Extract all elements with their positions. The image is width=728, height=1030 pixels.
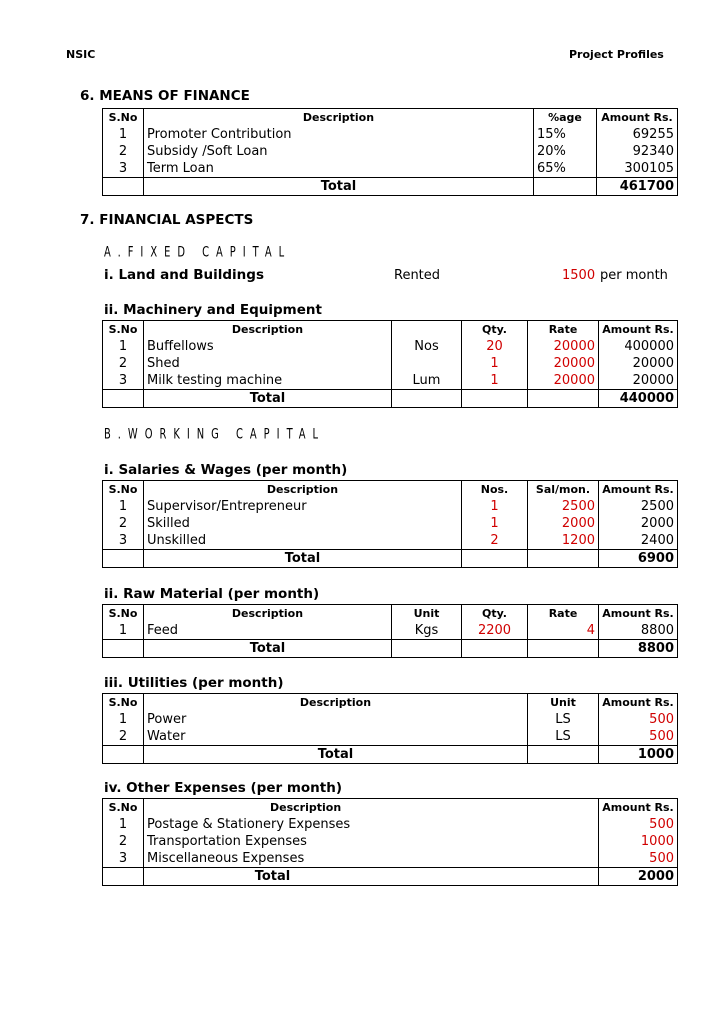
table-header-row — [103, 321, 678, 339]
col-nos: Nos. — [462, 481, 528, 499]
col-description: Description — [144, 694, 528, 712]
table-row — [103, 711, 678, 728]
cell-sno: 2 — [103, 728, 144, 746]
header-left: NSIC — [66, 48, 96, 61]
cell-percentage: 20% — [534, 143, 597, 160]
cell-amount: 2500 — [599, 498, 678, 515]
cell-sno: 1 — [103, 711, 144, 728]
cell-salary: 2000 — [528, 515, 599, 532]
cell-empty — [103, 746, 144, 764]
col-description: Description — [144, 481, 462, 499]
table-row — [103, 532, 678, 550]
total-label-text: Total — [254, 869, 291, 884]
total-label: Total — [144, 550, 462, 568]
cell-sno: 3 — [103, 532, 144, 550]
cell-empty — [392, 640, 462, 658]
total-amount: 440000 — [599, 390, 678, 408]
cell-description: Skilled — [144, 515, 462, 532]
table-header-row — [103, 109, 678, 127]
col-qty: Qty. — [462, 605, 528, 623]
cell-description: Shed — [144, 355, 392, 372]
cell-salary: 1200 — [528, 532, 599, 550]
col-sno: S.No — [103, 321, 144, 339]
cell-sno: 3 — [103, 160, 144, 178]
table-row — [103, 728, 678, 746]
cell-percentage: 65% — [534, 160, 597, 178]
table-header-row — [103, 799, 678, 817]
cell-sno: 1 — [103, 816, 144, 833]
cell-qty: 20 — [462, 338, 528, 355]
cell-amount: 20000 — [599, 372, 678, 390]
raw-material-heading: ii. Raw Material (per month) — [104, 586, 320, 602]
total-label: Total — [144, 640, 392, 658]
table-row — [103, 515, 678, 532]
table-row — [103, 338, 678, 355]
table-header-row — [103, 694, 678, 712]
total-amount: 461700 — [597, 178, 678, 196]
cell-rate: 20000 — [528, 355, 599, 372]
cell-empty — [528, 640, 599, 658]
total-label: Total — [144, 178, 534, 196]
cell-empty — [534, 178, 597, 196]
cell-description: Transportation Expenses — [144, 833, 599, 850]
total-label: Total — [144, 390, 392, 408]
col-qty: Qty. — [462, 321, 528, 339]
cell-qty: 2200 — [462, 622, 528, 640]
col-description: Description — [144, 799, 599, 817]
col-unit: Unit — [528, 694, 599, 712]
land-buildings-label: i. Land and Buildings — [104, 267, 264, 283]
table-row — [103, 372, 678, 390]
cell-description: Power — [144, 711, 528, 728]
col-amount: Amount Rs. — [597, 109, 678, 127]
machinery-table — [102, 320, 678, 408]
cell-description: Subsidy /Soft Loan — [144, 143, 534, 160]
cell-amount: 2400 — [599, 532, 678, 550]
col-description: Description — [144, 109, 534, 127]
col-unit — [392, 321, 462, 339]
cell-empty — [103, 390, 144, 408]
total-row — [103, 550, 678, 568]
table-row — [103, 850, 678, 868]
cell-description: Unskilled — [144, 532, 462, 550]
cell-sno: 1 — [103, 622, 144, 640]
utilities-heading: iii. Utilities (per month) — [104, 675, 284, 691]
cell-amount: 8800 — [599, 622, 678, 640]
salaries-table — [102, 480, 678, 568]
cell-empty — [528, 550, 599, 568]
cell-sno: 1 — [103, 126, 144, 143]
col-amount: Amount Rs. — [599, 799, 678, 817]
cell-unit — [392, 355, 462, 372]
table-row — [103, 498, 678, 515]
table-row — [103, 622, 678, 640]
cell-amount: 500 — [599, 850, 678, 868]
col-sno: S.No — [103, 481, 144, 499]
cell-empty — [103, 640, 144, 658]
cell-description: Promoter Contribution — [144, 126, 534, 143]
total-row — [103, 868, 678, 886]
cell-empty — [462, 640, 528, 658]
fixed-capital-heading: A.FIXED CAPITAL — [104, 244, 292, 261]
cell-amount: 300105 — [597, 160, 678, 178]
cell-description: Milk testing machine — [144, 372, 392, 390]
cell-sno: 3 — [103, 372, 144, 390]
financial-aspects-heading: 7. FINANCIAL ASPECTS — [80, 212, 254, 228]
cell-rate: 20000 — [528, 372, 599, 390]
cell-amount: 92340 — [597, 143, 678, 160]
total-row — [103, 640, 678, 658]
cell-amount: 500 — [599, 816, 678, 833]
other-expenses-table — [102, 798, 678, 886]
cell-empty — [103, 550, 144, 568]
header-right: Project Profiles — [569, 48, 664, 61]
cell-empty — [103, 868, 144, 886]
table-row — [103, 833, 678, 850]
cell-qty: 1 — [462, 372, 528, 390]
cell-sno: 3 — [103, 850, 144, 868]
cell-amount: 69255 — [597, 126, 678, 143]
cell-unit: LS — [528, 711, 599, 728]
cell-unit: Lum — [392, 372, 462, 390]
table-row — [103, 143, 678, 160]
total-row — [103, 390, 678, 408]
cell-unit: LS — [528, 728, 599, 746]
other-expenses-heading: iv. Other Expenses (per month) — [104, 780, 343, 796]
cell-description: Feed — [144, 622, 392, 640]
cell-amount: 500 — [599, 728, 678, 746]
cell-percentage: 15% — [534, 126, 597, 143]
land-status: Rented — [394, 268, 441, 283]
cell-empty — [528, 390, 599, 408]
cell-amount: 500 — [599, 711, 678, 728]
cell-nos: 1 — [462, 498, 528, 515]
col-salary: Sal/mon. — [528, 481, 599, 499]
cell-empty — [392, 390, 462, 408]
cell-sno: 2 — [103, 355, 144, 372]
cell-empty — [528, 746, 599, 764]
table-header-row — [103, 481, 678, 499]
table-row — [103, 126, 678, 143]
total-amount: 8800 — [599, 640, 678, 658]
cell-rate: 20000 — [528, 338, 599, 355]
cell-amount: 20000 — [599, 355, 678, 372]
total-row — [103, 746, 678, 764]
total-row — [103, 178, 678, 196]
col-sno: S.No — [103, 694, 144, 712]
total-amount: 1000 — [599, 746, 678, 764]
col-sno: S.No — [103, 799, 144, 817]
working-capital-heading: B.WORKING CAPITAL — [104, 426, 326, 443]
means-of-finance-table — [102, 108, 678, 196]
cell-amount: 2000 — [599, 515, 678, 532]
cell-description: Postage & Stationery Expenses — [144, 816, 599, 833]
table-header-row — [103, 605, 678, 623]
machinery-heading: ii. Machinery and Equipment — [104, 302, 322, 318]
total-amount: 2000 — [599, 868, 678, 886]
cell-sno: 1 — [103, 338, 144, 355]
col-sno: S.No — [103, 605, 144, 623]
cell-sno: 2 — [103, 143, 144, 160]
col-amount: Amount Rs. — [599, 605, 678, 623]
col-rate: Rate — [528, 321, 599, 339]
cell-description: Water — [144, 728, 528, 746]
cell-amount: 400000 — [599, 338, 678, 355]
cell-description: Miscellaneous Expenses — [144, 850, 599, 868]
cell-sno: 1 — [103, 498, 144, 515]
cell-empty — [462, 390, 528, 408]
cell-salary: 2500 — [528, 498, 599, 515]
total-label — [144, 868, 599, 886]
col-rate: Rate — [528, 605, 599, 623]
table-row — [103, 160, 678, 178]
land-rent-value: 1500 — [562, 268, 596, 283]
col-amount: Amount Rs. — [599, 321, 678, 339]
cell-rate: 4 — [528, 622, 599, 640]
col-percentage: %age — [534, 109, 597, 127]
col-amount: Amount Rs. — [599, 481, 678, 499]
salaries-heading: i. Salaries & Wages (per month) — [104, 462, 348, 478]
cell-nos: 2 — [462, 532, 528, 550]
means-of-finance-heading: 6. MEANS OF FINANCE — [80, 88, 250, 104]
cell-description: Supervisor/Entrepreneur — [144, 498, 462, 515]
cell-empty — [103, 178, 144, 196]
cell-empty — [462, 550, 528, 568]
utilities-table — [102, 693, 678, 764]
land-rent-period: per month — [600, 268, 668, 283]
cell-qty: 1 — [462, 355, 528, 372]
col-amount: Amount Rs. — [599, 694, 678, 712]
cell-unit: Nos — [392, 338, 462, 355]
cell-sno: 2 — [103, 833, 144, 850]
table-row — [103, 816, 678, 833]
col-description: Description — [144, 321, 392, 339]
cell-amount: 1000 — [599, 833, 678, 850]
total-amount: 6900 — [599, 550, 678, 568]
cell-nos: 1 — [462, 515, 528, 532]
col-unit: Unit — [392, 605, 462, 623]
col-description: Description — [144, 605, 392, 623]
cell-sno: 2 — [103, 515, 144, 532]
cell-description: Buffellows — [144, 338, 392, 355]
raw-material-table — [102, 604, 678, 658]
cell-unit: Kgs — [392, 622, 462, 640]
cell-description: Term Loan — [144, 160, 534, 178]
col-sno: S.No — [103, 109, 144, 127]
total-label: Total — [144, 746, 528, 764]
table-row — [103, 355, 678, 372]
